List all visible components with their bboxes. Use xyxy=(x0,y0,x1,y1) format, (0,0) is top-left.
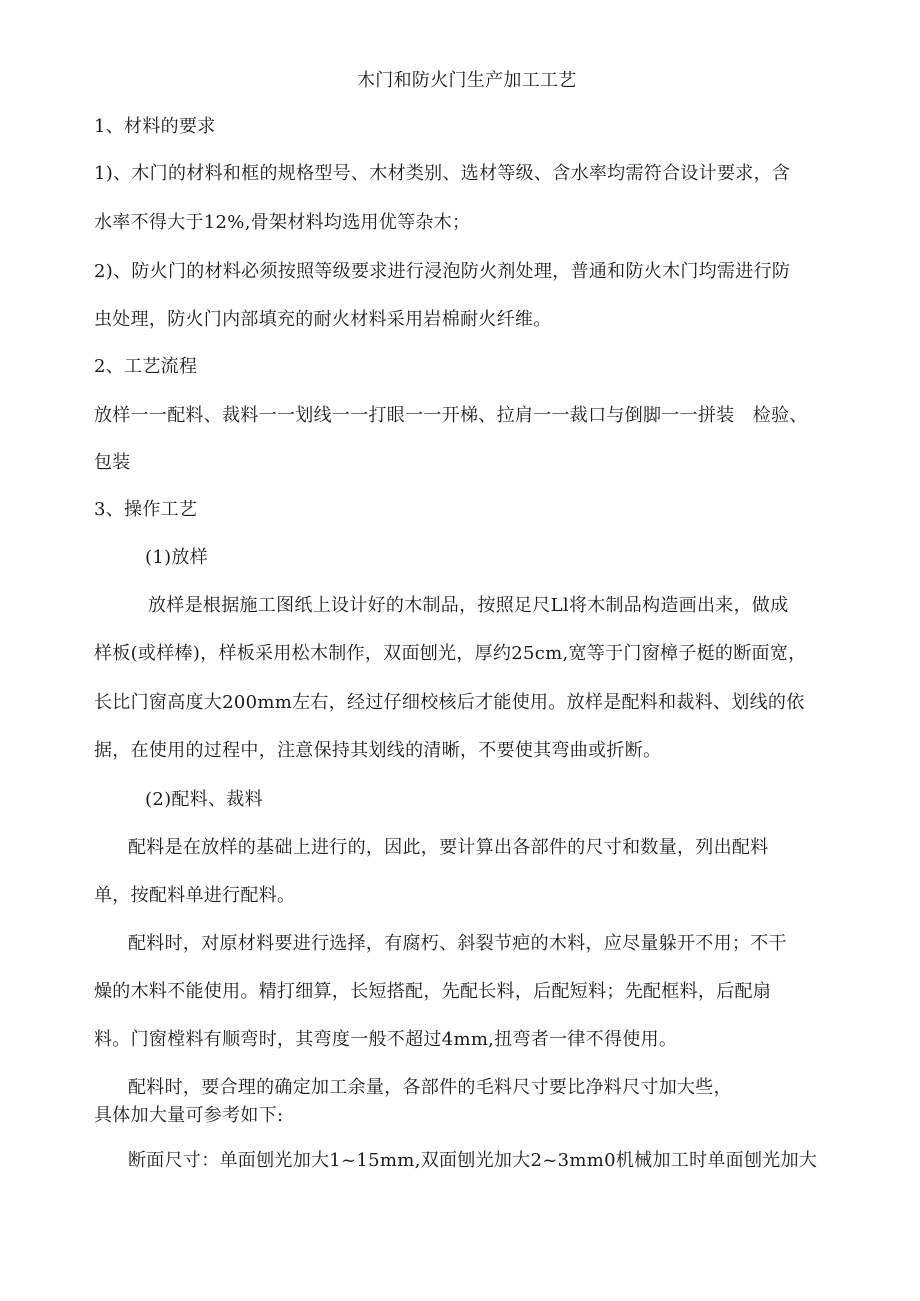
paragraph-line: 长比门窗高度大200mm左右，经过仔细校核后才能使用。放样是配料和裁料、划线的依 xyxy=(94,692,805,713)
paragraph-line: 配料时，对原材料要进行选择，有腐朽、斜裂节疤的木料，应尽量躲开不用；不干 xyxy=(128,933,787,954)
paragraph-line: 放样一一配料、裁料一一划线一一打眼一一开梯、拉肩一一裁口与倒脚一一拼装 检验、 xyxy=(94,405,808,426)
paragraph-line: 料。门窗樘料有顺弯时，其弯度一般不超过4mm,扭弯者一律不得使用。 xyxy=(94,1029,678,1050)
paragraph-line: 断面尺寸：单面刨光加大1~15mm,双面刨光加大2~3mm0机械加工时单面刨光加大 xyxy=(128,1150,818,1171)
paragraph-line: 配料时，要合理的确定加工余量，各部件的毛料尺寸要比净料尺寸加大些， xyxy=(128,1077,732,1098)
paragraph-line: 2)、防火门的材料必须按照等级要求进行浸泡防火剂处理，普通和防火木门均需进行防 xyxy=(94,261,791,282)
paragraph-line: 据，在使用的过程中，注意保持其划线的清晰，不要使其弯曲或折断。 xyxy=(94,740,662,761)
paragraph-line: 具体加大量可参考如下: xyxy=(94,1105,284,1126)
paragraph-line: 虫处理，防火门内部填充的耐火材料采用岩棉耐火纤维。 xyxy=(94,309,552,330)
paragraph-line: 配料是在放样的基础上进行的，因此，要计算出各部件的尺寸和数量，列出配料 xyxy=(128,837,769,858)
subsection-heading: (1)放样 xyxy=(145,547,208,568)
subsection-heading: (2)配料、裁料 xyxy=(145,789,263,810)
section-2-heading: 2、工艺流程 xyxy=(94,356,198,377)
paragraph-line: 样板(或样棒)，样板采用松木制作，双面刨光，厚约25cm,宽等于门窗樟子梃的断面宽， xyxy=(94,643,807,664)
section-1-heading: 1、材料的要求 xyxy=(94,116,216,137)
document-title: 木门和防火门生产加工工艺 xyxy=(357,70,577,91)
paragraph-line: 燥的木料不能使用。精打细算，长短搭配，先配长料，后配短料；先配框料，后配扇 xyxy=(94,981,772,1002)
section-3-heading: 3、操作工艺 xyxy=(94,499,198,520)
paragraph-line: 水率不得大于12%,骨架材料均选用优等杂木； xyxy=(94,212,471,233)
paragraph-line: 1)、木门的材料和框的规格型号、木材类别、选材等级、含水率均需符合设计要求，含 xyxy=(94,163,791,184)
paragraph-line: 包装 xyxy=(94,452,131,473)
paragraph-line: 单，按配料单进行配料。 xyxy=(94,885,296,906)
paragraph-line: 放样是根据施工图纸上设计好的木制品，按照足尺Ll将木制品构造画出来，做成 xyxy=(148,595,789,616)
